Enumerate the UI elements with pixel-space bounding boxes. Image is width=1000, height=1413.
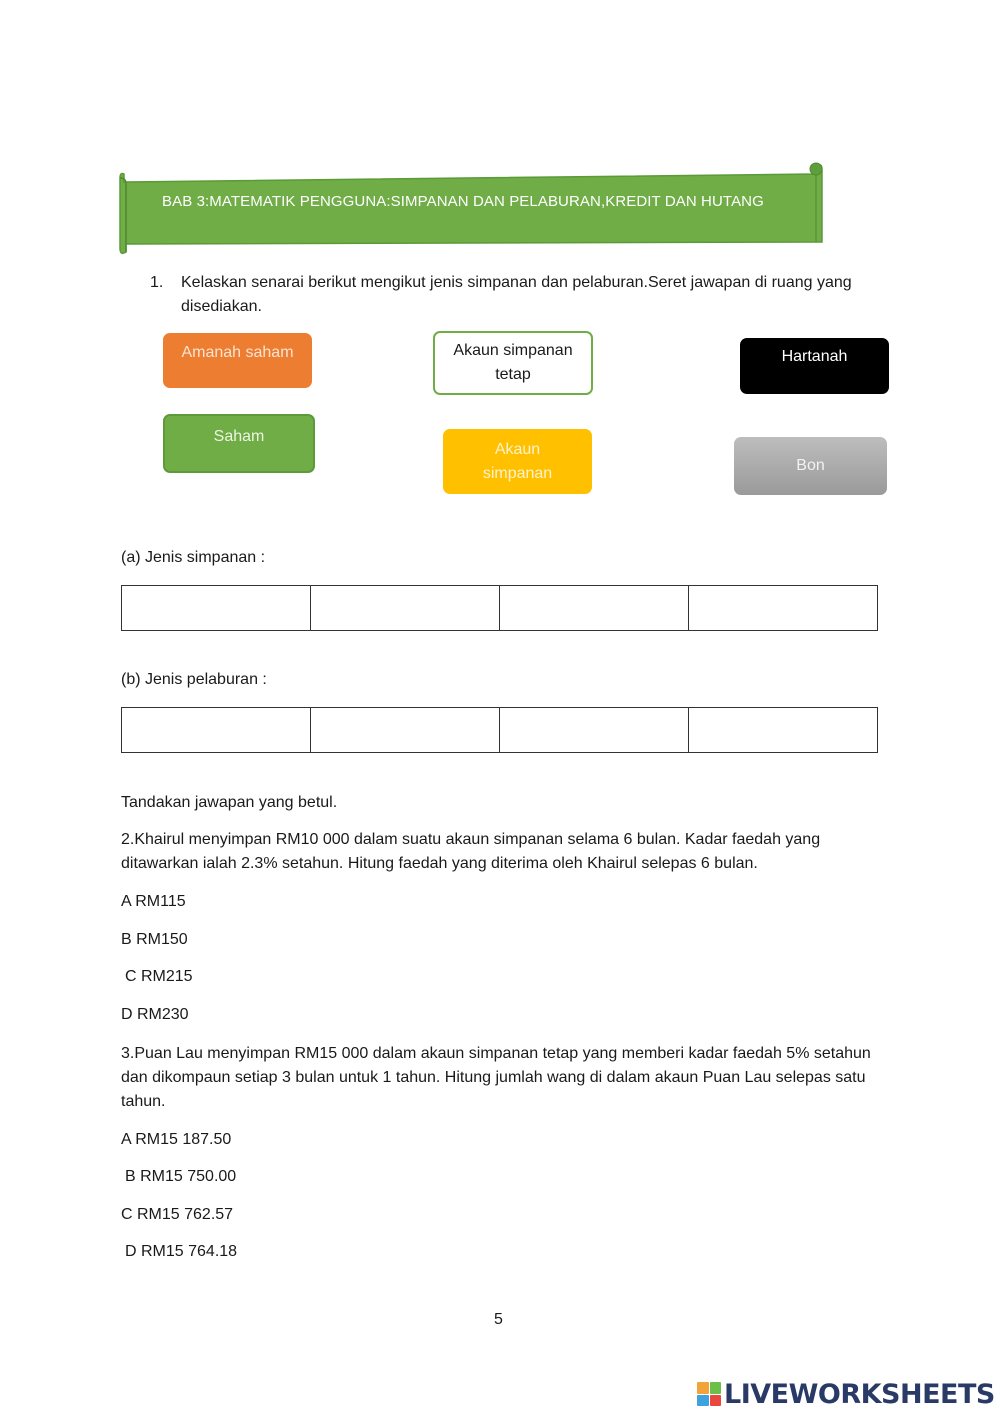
question-1-text: Kelaskan senarai berikut mengikut jenis simpanan dan pelaburan.Seret jawapan di ruang yang disediakan. (181, 274, 852, 315)
card-saham[interactable]: Saham (163, 414, 315, 473)
pelaburan-drop-zone-2[interactable] (311, 708, 500, 753)
simpanan-drop-zone-3[interactable] (500, 586, 689, 631)
simpanan-drop-zone-2[interactable] (311, 586, 500, 631)
pelaburan-drop-zone-1[interactable] (122, 708, 311, 753)
pelaburan-drop-zone-3[interactable] (500, 708, 689, 753)
section-b-label: (b) Jenis pelaburan : (121, 671, 267, 688)
card-amanah-saham[interactable]: Amanah saham (163, 333, 312, 388)
liveworksheets-logo (697, 1376, 995, 1412)
card-bon[interactable]: Bon (734, 437, 887, 495)
page-number: 5 (494, 1311, 503, 1328)
card-akaun-simpanan-tetap[interactable]: Akaun simpanan tetap (433, 331, 593, 395)
question-3-option-b[interactable]: B RM15 750.00 (125, 1168, 237, 1185)
pelaburan-drop-table (121, 707, 878, 753)
question-3-option-d[interactable]: D RM15 764.18 (125, 1243, 238, 1260)
pelaburan-drop-zone-4[interactable] (689, 708, 878, 753)
simpanan-drop-zone-1[interactable] (122, 586, 311, 631)
simpanan-drop-table (121, 585, 878, 631)
question-2-option-d[interactable]: D RM230 (121, 1006, 189, 1023)
simpanan-drop-zone-4[interactable] (689, 586, 878, 631)
card-hartanah[interactable]: Hartanah (740, 338, 889, 394)
question-3-option-a[interactable]: A RM15 187.50 (121, 1131, 232, 1148)
liveworksheets-brand-text: LIVEWORKSHEETS (724, 1378, 995, 1410)
section-a-label: (a) Jenis simpanan : (121, 549, 266, 566)
question-2-option-b[interactable]: B RM150 (121, 931, 188, 948)
liveworksheets-logo-icon (697, 1382, 721, 1406)
question-2-option-a[interactable]: A RM115 (121, 893, 186, 910)
question-3-option-c[interactable]: C RM15 762.57 (121, 1206, 234, 1223)
card-akaun-simpanan[interactable]: Akaun simpanan (443, 429, 592, 494)
banner-title: BAB 3:MATEMATIK PENGGUNA:SIMPANAN DAN PELABURAN,KREDIT DAN HUTANG (162, 193, 764, 210)
question-3-text: 3.Puan Lau menyimpan RM15 000 dalam akaun simpanan tetap yang memberi kadar faedah 5% setahun dan dikompaun setiap 3 bulan untuk 1 tahun. Hitung jumlah wang di dalam akaun Puan Lau selepas satu tahun. (121, 1045, 871, 1110)
question-1-number: 1. (150, 274, 164, 291)
question-2-option-c[interactable]: C RM215 (125, 968, 193, 985)
instruction-text: Tandakan jawapan yang betul. (121, 794, 338, 811)
question-2-text: 2.Khairul menyimpan RM10 000 dalam suatu akaun simpanan selama 6 bulan. Kadar faedah yang ditawarkan ialah 2.3% setahun. Hitung faedah yang diterima oleh Khairul selepas 6 bulan. (121, 831, 821, 872)
